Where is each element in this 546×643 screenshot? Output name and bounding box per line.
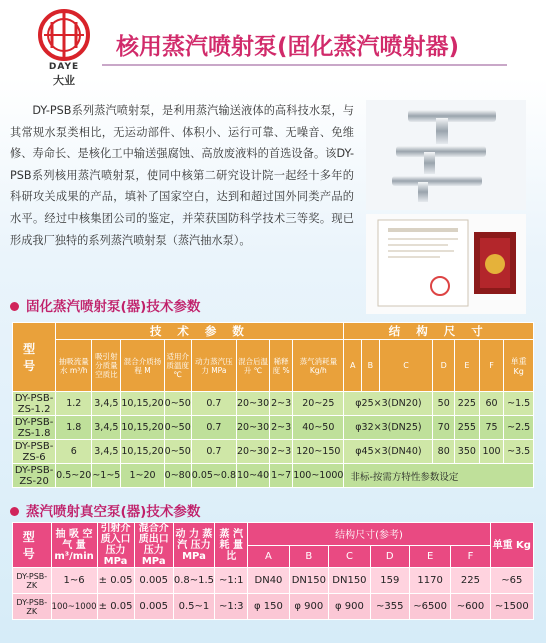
- model-header: 型 号: [13, 323, 56, 392]
- section-heading-solidified: [10, 295, 200, 315]
- table-cell: 80: [433, 440, 455, 464]
- table-cell: DN40: [248, 568, 289, 594]
- table-row: [13, 440, 534, 464]
- table-cell: 1~20: [121, 464, 164, 488]
- table-cell: 1170: [409, 568, 450, 594]
- col-header: 适用介质温度 ℃: [164, 340, 191, 392]
- certificate-photo: [366, 214, 526, 314]
- award-certificate-image-icon: [366, 214, 526, 314]
- table-cell: 20~30: [237, 392, 270, 416]
- table-cell: φ25×3(DN20): [344, 392, 433, 416]
- table-cell: 0.8~1.5: [173, 568, 214, 594]
- table-cell: 2~3: [270, 392, 293, 416]
- table-cell: 0~80: [164, 464, 191, 488]
- col-header: A: [248, 545, 289, 568]
- table-cell: 0~50: [164, 392, 191, 416]
- table-cell: 3,4,5: [92, 392, 121, 416]
- col-header: 抽吸流量水 m³/h: [56, 340, 92, 392]
- page-title: 核用蒸汽喷射泵(固化蒸汽喷射器): [116, 34, 460, 60]
- table-cell: DN150: [289, 568, 329, 594]
- table-cell: 40~50: [293, 416, 344, 440]
- col-header: B: [289, 545, 329, 568]
- col-header: 单重 Kg: [504, 340, 534, 392]
- pump-photo: [366, 100, 526, 210]
- table-row: [13, 594, 534, 620]
- col-header: 混合后温升 ℃: [237, 340, 270, 392]
- table-cell: 225: [455, 392, 480, 416]
- table-cell: 100: [479, 440, 504, 464]
- bullet-icon: [10, 507, 19, 516]
- col-header: 吸引射分质量空质比: [92, 340, 121, 392]
- table-cell: 2~3: [270, 416, 293, 440]
- col-header: F: [451, 545, 490, 568]
- table-cell: ~3.5: [504, 440, 534, 464]
- table-cell: 0~50: [164, 440, 191, 464]
- solidified-params-table: [12, 322, 534, 488]
- table-row: [13, 568, 534, 594]
- table-cell: 1.2: [56, 392, 92, 416]
- model-cell: DY-PSB-ZS-6: [13, 440, 56, 464]
- nonstandard-note: 非标-按需方特性参数设定: [344, 464, 534, 488]
- table-cell: 100~1000: [293, 464, 344, 488]
- table-cell: ± 0.05: [97, 594, 134, 620]
- table-cell: DN150: [329, 568, 371, 594]
- col-header: F: [479, 340, 504, 392]
- vacuum-params-table: [12, 522, 534, 620]
- intro-paragraph: DY-PSB系列蒸汽喷射泵，是利用蒸汽输送液体的高科技水泵，与其常规水泵类相比，无运动部件、体积小、运行可靠、无噪音、免维修、寿命长、是核化工中输送强腐蚀、高放废液料的首选设备。该DY-PSB系列核用蒸汽喷射泵，使同中核第二研究设计院一起经十多年的科研攻关成果的产品，填补了国家空白，达到和超过国外同类产品的水平。经过中核集团公司的鉴定，并荣获国防科学技术三等奖。现已形成我厂独特的系列蒸汽喷射泵（蒸汽抽水泵）。: [10, 104, 354, 247]
- table-cell: 0.05~0.8: [191, 464, 236, 488]
- table-cell: φ 150: [248, 594, 289, 620]
- col-header: D: [433, 340, 455, 392]
- table-cell: 1~7: [270, 464, 293, 488]
- table-cell: 0.7: [191, 392, 236, 416]
- table-cell: ~1.5: [504, 392, 534, 416]
- model-cell: DY-PSB-ZS-1.8: [13, 416, 56, 440]
- col-header: A: [344, 340, 362, 392]
- table-cell: 3,4,5: [92, 440, 121, 464]
- table-cell: 50: [433, 392, 455, 416]
- section-title: 蒸汽喷射真空泵(器)技术参数: [26, 504, 201, 520]
- col-header: 稀释度 %: [270, 340, 293, 392]
- table-cell: ~1~5: [92, 464, 121, 488]
- table-cell: ~65: [490, 568, 533, 594]
- col-header: 动力蒸汽压力 MPa: [191, 340, 236, 392]
- weight-header: 单重 Kg: [490, 523, 533, 568]
- title-bar: [102, 22, 507, 66]
- table-cell: 10,15,20: [121, 416, 164, 440]
- table-cell: φ45×3(DN40): [344, 440, 433, 464]
- model-cell: DY-PSB-ZS-20: [13, 464, 56, 488]
- section-heading-vacuum: [10, 500, 200, 520]
- table-cell: ~6500: [409, 594, 450, 620]
- table-cell: 350: [455, 440, 480, 464]
- table-cell: 3,4,5: [92, 416, 121, 440]
- steam-pump-image-icon: [366, 100, 526, 210]
- col-header: E: [409, 545, 450, 568]
- brand-name-en: DAYE: [48, 62, 80, 72]
- logo-emblem-icon: [34, 8, 94, 62]
- table-cell: 60: [479, 392, 504, 416]
- model-header: 型 号: [13, 523, 52, 568]
- table-cell: 225: [451, 568, 490, 594]
- col-header: 蒸气消耗量 Kg/h: [293, 340, 344, 392]
- page-header: [0, 0, 546, 92]
- table-row: [13, 392, 534, 416]
- table-cell: ~1:3: [215, 594, 248, 620]
- model-cell: DY-PSB-ZS-1.2: [13, 392, 56, 416]
- model-cell: DY-PSB-ZK: [13, 568, 52, 594]
- col-header: 动 力 蒸 汽 压力 MPa: [173, 523, 214, 568]
- col-header: 引射介质入口压力 MPa: [97, 523, 134, 568]
- model-cell: DY-PSB-ZK: [13, 594, 52, 620]
- bullet-icon: [10, 302, 19, 311]
- col-header: 混合介质出口压力 MPa: [134, 523, 173, 568]
- table-cell: 159: [370, 568, 409, 594]
- table-cell: ~2.5: [504, 416, 534, 440]
- table-cell: 0.5~1: [173, 594, 214, 620]
- table-cell: 0.7: [191, 440, 236, 464]
- col-header: D: [370, 545, 409, 568]
- col-header: C: [379, 340, 433, 392]
- table-cell: 0~50: [164, 416, 191, 440]
- table-cell: 0.005: [134, 594, 173, 620]
- table-cell: 10,15,20: [121, 392, 164, 416]
- col-header: E: [455, 340, 480, 392]
- table-cell: φ 900: [289, 594, 329, 620]
- table-cell: 255: [455, 416, 480, 440]
- table-cell: 2~3: [270, 440, 293, 464]
- table-cell: 100~1000: [51, 594, 97, 620]
- table-cell: 75: [479, 416, 504, 440]
- daye-logo: [34, 8, 94, 88]
- col-header: C: [329, 545, 371, 568]
- section-title: 固化蒸汽喷射泵(器)技术参数: [26, 299, 201, 315]
- table-cell: 0.005: [134, 568, 173, 594]
- table-cell: 120~150: [293, 440, 344, 464]
- table-cell: 0.7: [191, 416, 236, 440]
- table-cell: 10,15,20: [121, 440, 164, 464]
- brand-name-cn: 大业: [53, 74, 75, 87]
- table-cell: φ32×3(DN25): [344, 416, 433, 440]
- table-cell: 70: [433, 416, 455, 440]
- table-cell: ~600: [451, 594, 490, 620]
- struct-size-header: 结 构 尺 寸: [344, 323, 534, 340]
- col-header: 混合介质扬程 M: [121, 340, 164, 392]
- intro-text-block: [10, 100, 354, 251]
- col-header: 蒸 汽 耗 量 比: [215, 523, 248, 568]
- table-cell: 1.8: [56, 416, 92, 440]
- table-cell: ± 0.05: [97, 568, 134, 594]
- table-cell: 1~6: [51, 568, 97, 594]
- col-header: 抽 吸 空 气 量 m³/min: [51, 523, 97, 568]
- table-cell: 0.5~20: [56, 464, 92, 488]
- table-cell: 10~40: [237, 464, 270, 488]
- table-cell: 6: [56, 440, 92, 464]
- table-cell: 20~30: [237, 416, 270, 440]
- table-cell: ~1:1: [215, 568, 248, 594]
- table-cell: 20~30: [237, 440, 270, 464]
- col-header: B: [362, 340, 380, 392]
- table-cell: φ 900: [329, 594, 371, 620]
- table-cell: 20~25: [293, 392, 344, 416]
- table-cell: ~1500: [490, 594, 533, 620]
- table-row: [13, 416, 534, 440]
- tech-params-header: 技 术 参 数: [56, 323, 344, 340]
- table-row: [13, 464, 534, 488]
- struct-size-header: 结构尺寸(参考): [248, 523, 490, 546]
- table-cell: ~355: [370, 594, 409, 620]
